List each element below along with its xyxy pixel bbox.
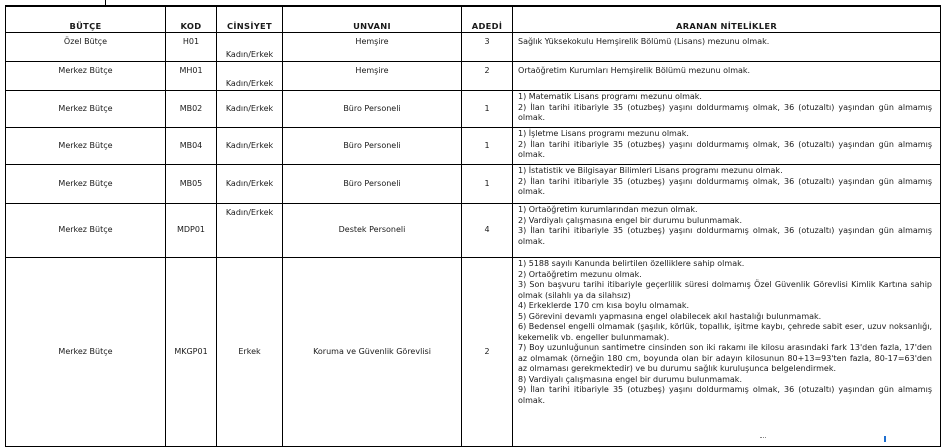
- cell-kod: MKGP01: [166, 258, 217, 447]
- cell-adedi: 3: [462, 33, 513, 62]
- requirement-line: Sağlık Yüksekokulu Hemşirelik Bölümü (Lisans) mezunu olmak.: [518, 37, 770, 46]
- requirement-line: 2) İlan tarihi itibariyle 35 (otuzbeş) yaşını doldurmamış olmak, 36 (otuzaltı) yaşından gün almamış olmak.: [518, 102, 932, 122]
- cell-kod: MDP01: [166, 204, 217, 258]
- table-row: [6, 258, 941, 447]
- header-aranan-nitelikler: ARANAN NİTELİKLER: [513, 7, 941, 33]
- cell-cinsiyet: Kadın/Erkek: [217, 62, 283, 91]
- cell-cinsiyet: Kadın/Erkek: [217, 204, 283, 258]
- cell-butce: Merkez Bütçe: [6, 204, 166, 258]
- requirement-line: 2) İlan tarihi itibariyle 35 (otuzbeş) yaşını doldurmamış olmak, 36 (otuzaltı) yaşından gün almamış olmak.: [518, 176, 932, 196]
- requirement-line: 5) Görevini devamlı yapmasına engel olabilecek akıl hastalığı bulunmamak.: [518, 311, 822, 321]
- cell-butce: Özel Bütçe: [6, 33, 166, 62]
- requirement-line: Ortaöğretim Kurumları Hemşirelik Bölümü mezunu olmak.: [518, 66, 751, 75]
- requirement-line: 3) Son başvuru tarihi itibariyle geçerlilik süresi dolmamış Özel Güvenlik Görevlisi Kimlik Kartına sahip olmak (silahlı ya da silahsız): [518, 280, 932, 300]
- header-cinsiyet: CİNSİYET: [217, 7, 283, 33]
- requirement-line: 3) İlan tarihi itibariyle 35 (otuzbeş) yaşını doldurmamış olmak, 36 (otuzaltı) yaşından gün almamış olmak.: [518, 226, 932, 246]
- cell-kod: MB05: [166, 165, 217, 204]
- requirement-line: 2) Vardiyalı çalışmasına engel bir durumu bulunmamak.: [518, 215, 742, 225]
- cell-kod: MB04: [166, 128, 217, 165]
- cell-butce: Merkez Bütçe: [6, 128, 166, 165]
- requirement-line: 1) Ortaöğretim kurumlarından mezun olmak.: [518, 205, 698, 214]
- table-row: [6, 204, 941, 258]
- cell-nitelikler: [513, 62, 941, 91]
- requirement-line: 2) Ortaöğretim mezunu olmak.: [518, 269, 642, 279]
- cursor-marker: [884, 436, 886, 442]
- table-row: [6, 91, 941, 128]
- cell-unvani: Hemşire: [283, 62, 462, 91]
- table-row: [6, 128, 941, 165]
- table-row: [6, 165, 941, 204]
- cell-adedi: 1: [462, 128, 513, 165]
- requirement-line: 2) İlan tarihi itibariyle 35 (otuzbeş) yaşını doldurmamış olmak, 36 (otuzaltı) yaşından gün almamış olmak.: [518, 139, 932, 159]
- requirement-line: 4) Erkeklerde 170 cm kısa boylu olmamak.: [518, 301, 690, 310]
- cell-cinsiyet: Kadın/Erkek: [217, 33, 283, 62]
- table-row: [6, 62, 941, 91]
- requirement-line: 7) Boy uzunluğunun santimetre cinsinden son iki rakamı ile kilosu arasındaki fark 13'den fazla, 17'den az olmamak (örneğin 180 cm, boyunda olan bir adayın kilosunun 80+13=93'ten fazla, 80-17=63'den az olmaması gerekmektedir) ve bu durumu sağlık kuruluşunca belgelendirmek.: [518, 343, 932, 373]
- cell-cinsiyet: Erkek: [217, 258, 283, 447]
- cell-butce: Merkez Bütçe: [6, 258, 166, 447]
- cell-nitelikler: [513, 128, 941, 165]
- cell-butce: Merkez Bütçe: [6, 91, 166, 128]
- cell-nitelikler: [513, 165, 941, 204]
- header-kod: KOD: [166, 7, 217, 33]
- cell-kod: H01: [166, 33, 217, 62]
- header-adedi: ADEDİ: [462, 7, 513, 33]
- requirement-line: 1) 5188 sayılı Kanunda belirtilen özelliklere sahip olmak.: [518, 259, 745, 268]
- requirement-line: 9) İlan tarihi itibariyle 35 (otuzbeş) yaşını doldurmamış olmak, 36 (otuzaltı) yaşından gün almamış olmak.: [518, 385, 932, 405]
- cell-nitelikler: [513, 258, 941, 447]
- cell-kod: MH01: [166, 62, 217, 91]
- requirement-line: 1) İşletme Lisans programı mezunu olmak.: [518, 129, 689, 138]
- cell-nitelikler: [513, 33, 941, 62]
- requirement-line: 1) İstatistik ve Bilgisayar Bilimleri Lisans programı mezunu olmak.: [518, 166, 783, 175]
- header-butce: BÜTÇE: [6, 7, 166, 33]
- cell-cinsiyet: Kadın/Erkek: [217, 165, 283, 204]
- cell-unvani: Büro Personeli: [283, 128, 462, 165]
- cell-adedi: 2: [462, 258, 513, 447]
- cell-adedi: 4: [462, 204, 513, 258]
- cell-unvani: Koruma ve Güvenlik Görevlisi: [283, 258, 462, 447]
- cell-cinsiyet: Kadın/Erkek: [217, 128, 283, 165]
- cell-nitelikler: [513, 91, 941, 128]
- cell-unvani: Hemşire: [283, 33, 462, 62]
- cell-unvani: Büro Personeli: [283, 165, 462, 204]
- cell-adedi: 2: [462, 62, 513, 91]
- cell-cinsiyet: Kadın/Erkek: [217, 91, 283, 128]
- cell-adedi: 1: [462, 165, 513, 204]
- requirement-line: 8) Vardiyalı çalışmasına engel bir durumu bulunmamak.: [518, 374, 742, 384]
- cell-butce: Merkez Bütçe: [6, 165, 166, 204]
- cell-butce: Merkez Bütçe: [6, 62, 166, 91]
- cell-kod: MB02: [166, 91, 217, 128]
- footer-text-fragment: [760, 437, 766, 440]
- requirement-line: 1) Matematik Lisans programı mezunu olmak.: [518, 92, 702, 101]
- table-row: [6, 33, 941, 62]
- table-header-row: [6, 7, 941, 33]
- cell-unvani: Destek Personeli: [283, 204, 462, 258]
- cell-nitelikler: [513, 204, 941, 258]
- cell-adedi: 1: [462, 91, 513, 128]
- job-positions-table: [5, 6, 941, 447]
- requirement-line: 6) Bedensel engelli olmamak (şaşılık, körlük, topallık, işitme kaybı, çehrede sabit eser, uzuv noksanlığı, kekemelik vb. engeller bulunmamak).: [518, 322, 932, 342]
- header-unvani: UNVANI: [283, 7, 462, 33]
- cell-unvani: Büro Personeli: [283, 91, 462, 128]
